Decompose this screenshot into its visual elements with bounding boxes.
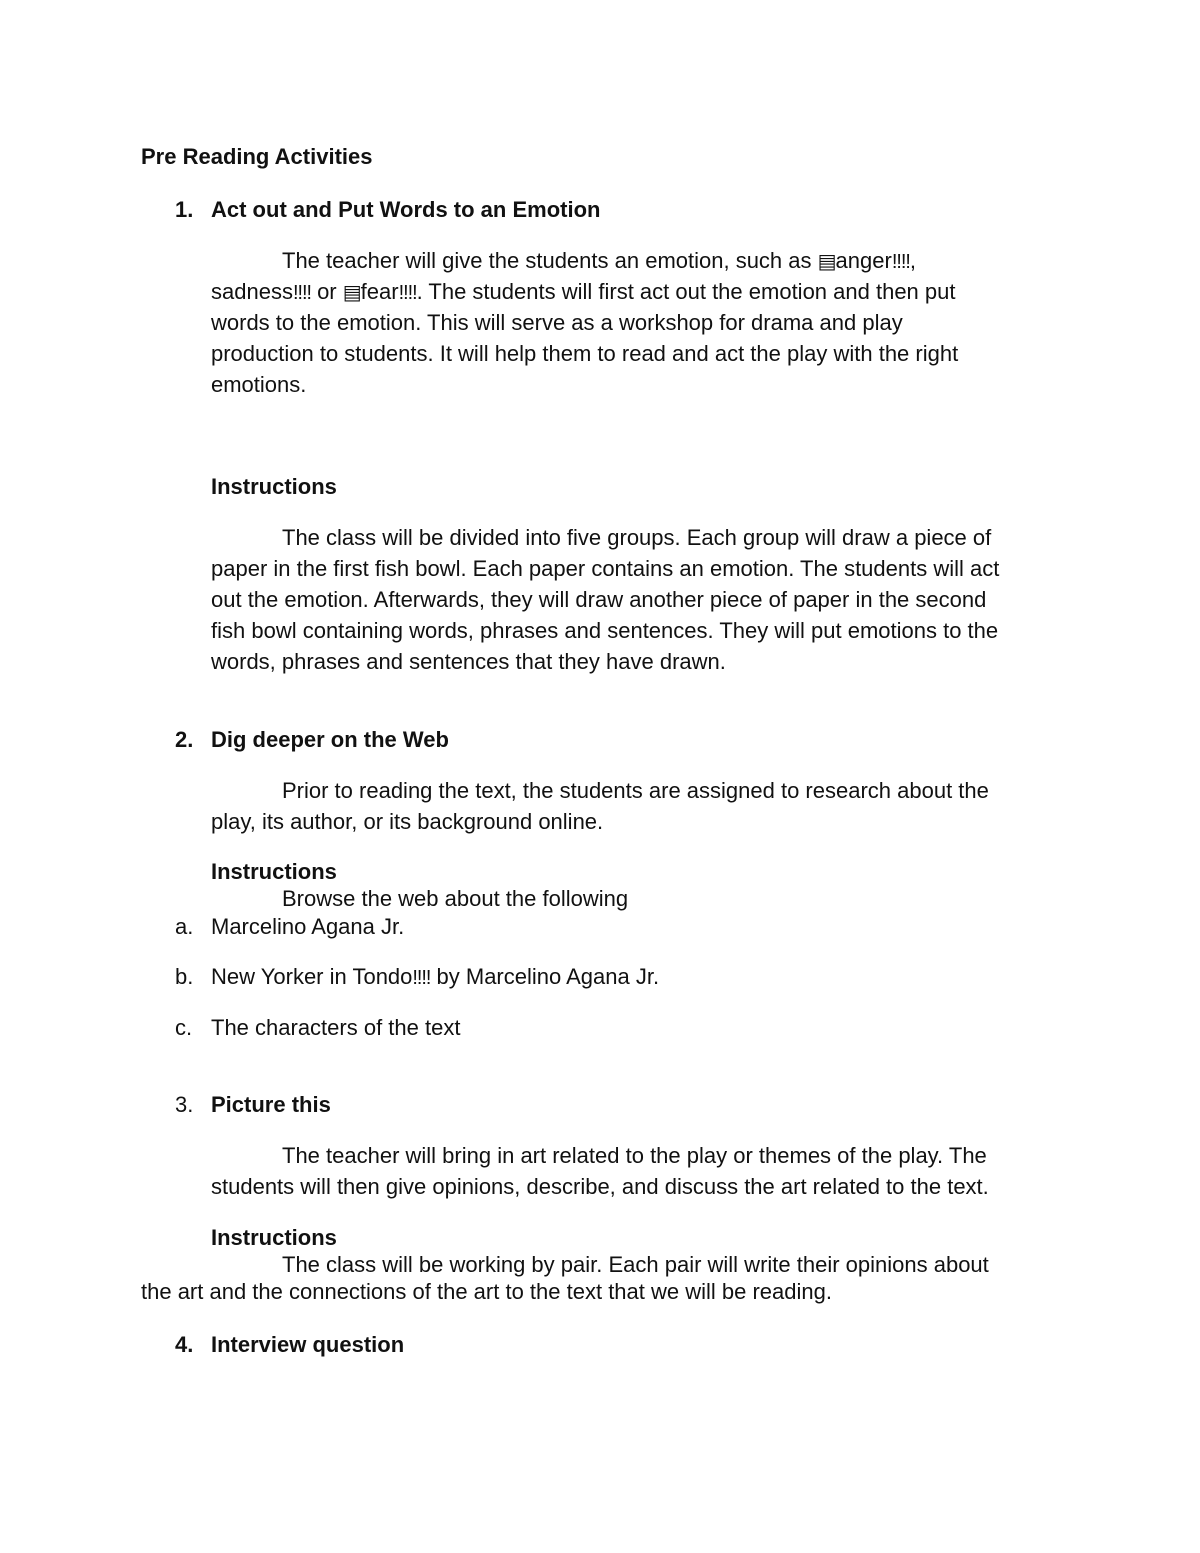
section-2-number: 2. — [175, 727, 194, 752]
section-1-instructions-line-2: paper in the first fish bowl. Each paper contains an emotion. The students will act — [211, 556, 1000, 581]
section-2-heading: Dig deeper on the Web — [211, 727, 449, 752]
quote-close-glyph-icon: ‼‼ — [891, 251, 910, 273]
section-1-instructions-line-1: The class will be divided into five groups. Each group will draw a piece of — [282, 525, 992, 550]
section-4-heading: Interview question — [211, 1332, 405, 1357]
section-3-instructions-line-1: The class will be working by pair. Each pair will write their opinions about — [282, 1252, 989, 1277]
section-1-intro-line-5: emotions. — [211, 372, 307, 397]
section-3-instructions-line-2: the art and the connections of the art to the text that we will be reading. — [141, 1279, 832, 1304]
list-item-a-text: Marcelino Agana Jr. — [211, 914, 405, 939]
section-1-instructions-label: Instructions — [211, 474, 337, 499]
list-item-c-text: The characters of the text — [211, 1015, 461, 1040]
section-1-intro-line-2: sadness‼‼ or ▤fear‼‼. The students will first act out the emotion and then put — [211, 279, 956, 304]
section-3-number: 3. — [175, 1092, 194, 1117]
section-1-instructions-line-5: words, phrases and sentences that they have drawn. — [211, 649, 726, 674]
section-2-intro-line-2: play, its author, or its background online. — [211, 809, 604, 834]
section-2-instructions-label: Instructions — [211, 859, 337, 884]
list-item-c-letter: c. — [175, 1015, 193, 1040]
section-1-intro-line-3: words to the emotion. This will serve as a workshop for drama and play — [211, 310, 903, 335]
section-1-heading: Act out and Put Words to an Emotion — [211, 197, 601, 222]
section-1-intro-line-4: production to students. It will help them to read and act the play with the right — [211, 341, 959, 366]
section-3-intro-line-2: students will then give opinions, describe, and discuss the art related to the text. — [211, 1174, 989, 1199]
quote-close-glyph-icon: ‼‼ — [292, 282, 311, 304]
list-item-a-letter: a. — [175, 914, 194, 939]
quote-close-glyph-icon: ‼‼ — [412, 967, 431, 989]
section-1-instructions-line-4: fish bowl containing words, phrases and sentences. They will put emotions to the — [211, 618, 999, 643]
section-4-number: 4. — [175, 1332, 194, 1357]
quote-open-glyph-icon: ▤ — [342, 282, 361, 304]
quote-close-glyph-icon: ‼‼ — [398, 282, 417, 304]
quote-open-glyph-icon: ▤ — [817, 251, 836, 273]
list-item-b-text: New Yorker in Tondo‼‼ by Marcelino Agana Jr. — [211, 964, 660, 989]
section-2-browse-text: Browse the web about the following — [282, 886, 629, 911]
list-item-b-letter: b. — [175, 964, 194, 989]
section-3-instructions-label: Instructions — [211, 1225, 337, 1250]
section-3-intro-line-1: The teacher will bring in art related to the play or themes of the play. The — [282, 1143, 987, 1168]
section-1-intro-line-1: The teacher will give the students an emotion, such as ▤anger‼‼, — [282, 248, 916, 273]
section-1-instructions-line-3: out the emotion. Afterwards, they will draw another piece of paper in the second — [211, 587, 987, 612]
section-3-heading: Picture this — [211, 1092, 331, 1117]
section-1-number: 1. — [175, 197, 194, 222]
section-2-intro-line-1: Prior to reading the text, the students are assigned to research about the — [282, 778, 989, 803]
page-title: Pre Reading Activities — [141, 144, 373, 169]
